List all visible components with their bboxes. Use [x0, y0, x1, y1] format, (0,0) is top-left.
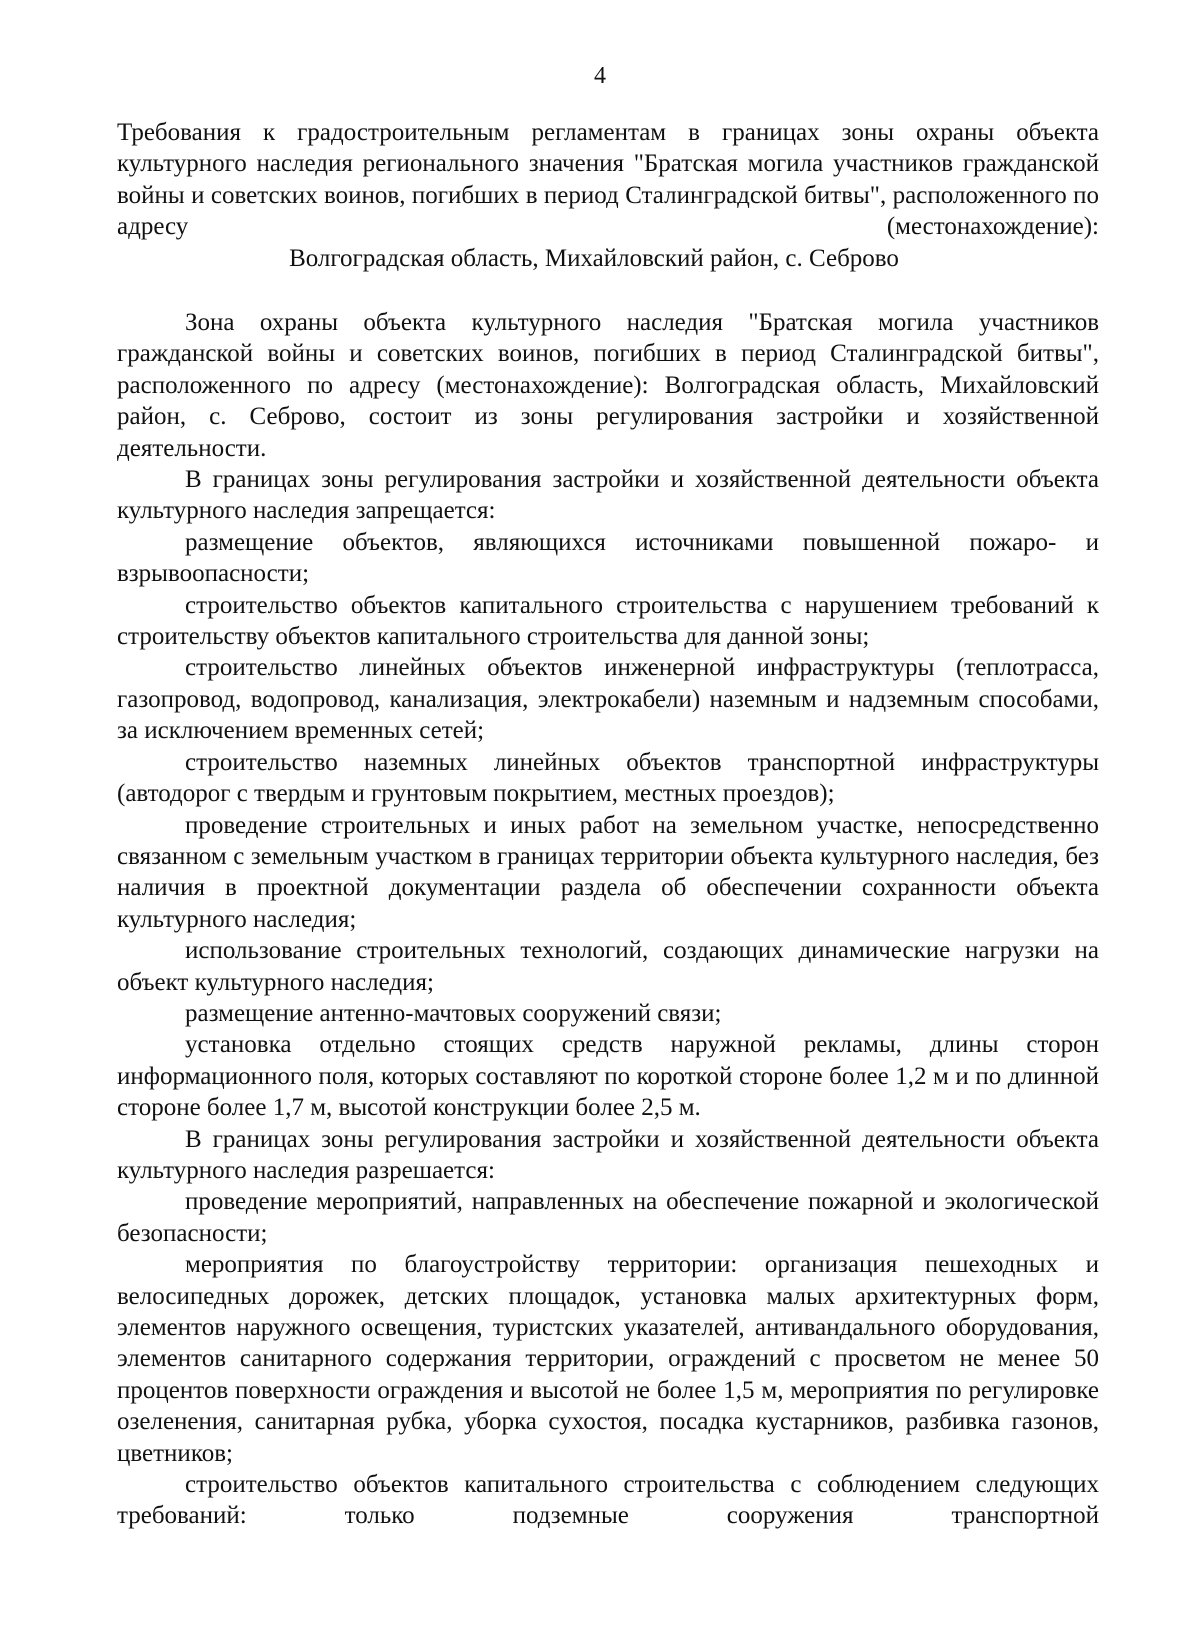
list-item-prohibited: установка отдельно стоящих средств наружной рекламы, длины сторон информационного поля, которых составляют по короткой стороне более 1,2 м и по длинной стороне более 1,7 м, высотой конструкции более 2,5 м. [117, 1031, 1099, 1122]
list-item-prohibited: строительство объектов капитального строительства с нарушением требований к строительству объектов капитального строительства для данной зоны; [117, 591, 1099, 651]
paragraph-permitted-intro: В границах зоны регулирования застройки и хозяйственной деятельности объекта культурного наследия разрешается: [117, 1125, 1099, 1184]
document-body [117, 307, 1099, 1532]
list-item-permitted: строительство объектов капитального строительства с соблюдением следующих требований: только подземные сооружения транспортной [117, 1471, 1099, 1530]
list-item-prohibited: строительство наземных линейных объектов транспортной инфраструктуры (автодорог с твердым и грунтовым покрытием, местных проездов); [117, 748, 1099, 808]
list-item-prohibited: размещение антенно-мачтовых сооружений связи; [185, 999, 722, 1027]
paragraph-zone-composition: Зона охраны объекта культурного наследия "Братская могила участников гражданской войны и советских воинов, погибших в период Сталинградской битвы", расположенного по адресу (местонахождение): Волгоградская область, Михайловский район, с. Себрово, состоит из зоны регулирования застройки и хозяйственной деятельности. [117, 309, 1099, 462]
list-item-prohibited: использование строительных технологий, создающих динамические нагрузки на объект культурного наследия; [117, 937, 1099, 996]
heading-address-line: Волгоградская область, Михайловский район, с. Себрово [289, 244, 899, 272]
paragraph-prohibited-intro: В границах зоны регулирования застройки и хозяйственной деятельности объекта культурного наследия запрещается: [117, 466, 1099, 525]
list-item-prohibited: строительство линейных объектов инженерной инфраструктуры (теплотрасса, газопровод, водопровод, канализация, электрокабели) наземным и надземным способами, за исключением временных сетей; [117, 654, 1099, 745]
list-item-permitted: проведение мероприятий, направленных на обеспечение пожарной и экологической безопасности; [117, 1188, 1099, 1247]
page-number: 4 [594, 63, 606, 89]
list-item-prohibited: проведение строительных и иных работ на земельном участке, непосредственно связанном с земельным участком в границах территории объекта культурного наследия, без наличия в проектной документации раздела об обеспечении сохранности объекта культурного наследия; [117, 811, 1099, 933]
list-item-prohibited: размещение объектов, являющихся источниками повышенной пожаро- и взрывоопасности; [117, 528, 1099, 588]
list-item-permitted: мероприятия по благоустройству территории: организация пешеходных и велосипедных дорожек, детских площадок, установка малых архитектурных форм, элементов наружного освещения, туристских указателей, антивандального оборудования, элементов санитарного содержания территории, ограждений с просветом не менее 50 процентов поверхности ограждения и высотой не более 1,5 м, мероприятия по регулировке озеленения, санитарная рубка, уборка сухостоя, посадка кустарников, разбивка газонов, цветников; [117, 1251, 1099, 1467]
heading-text: Требования к градостроительным регламентам в границах зоны охраны объекта культурного наследия регионального значения "Братская могила участников гражданской войны и советских воинов, погибших в период Сталинградской битвы", расположенного по адресу (местонахождение): [117, 119, 1099, 241]
document-heading [117, 117, 1099, 274]
